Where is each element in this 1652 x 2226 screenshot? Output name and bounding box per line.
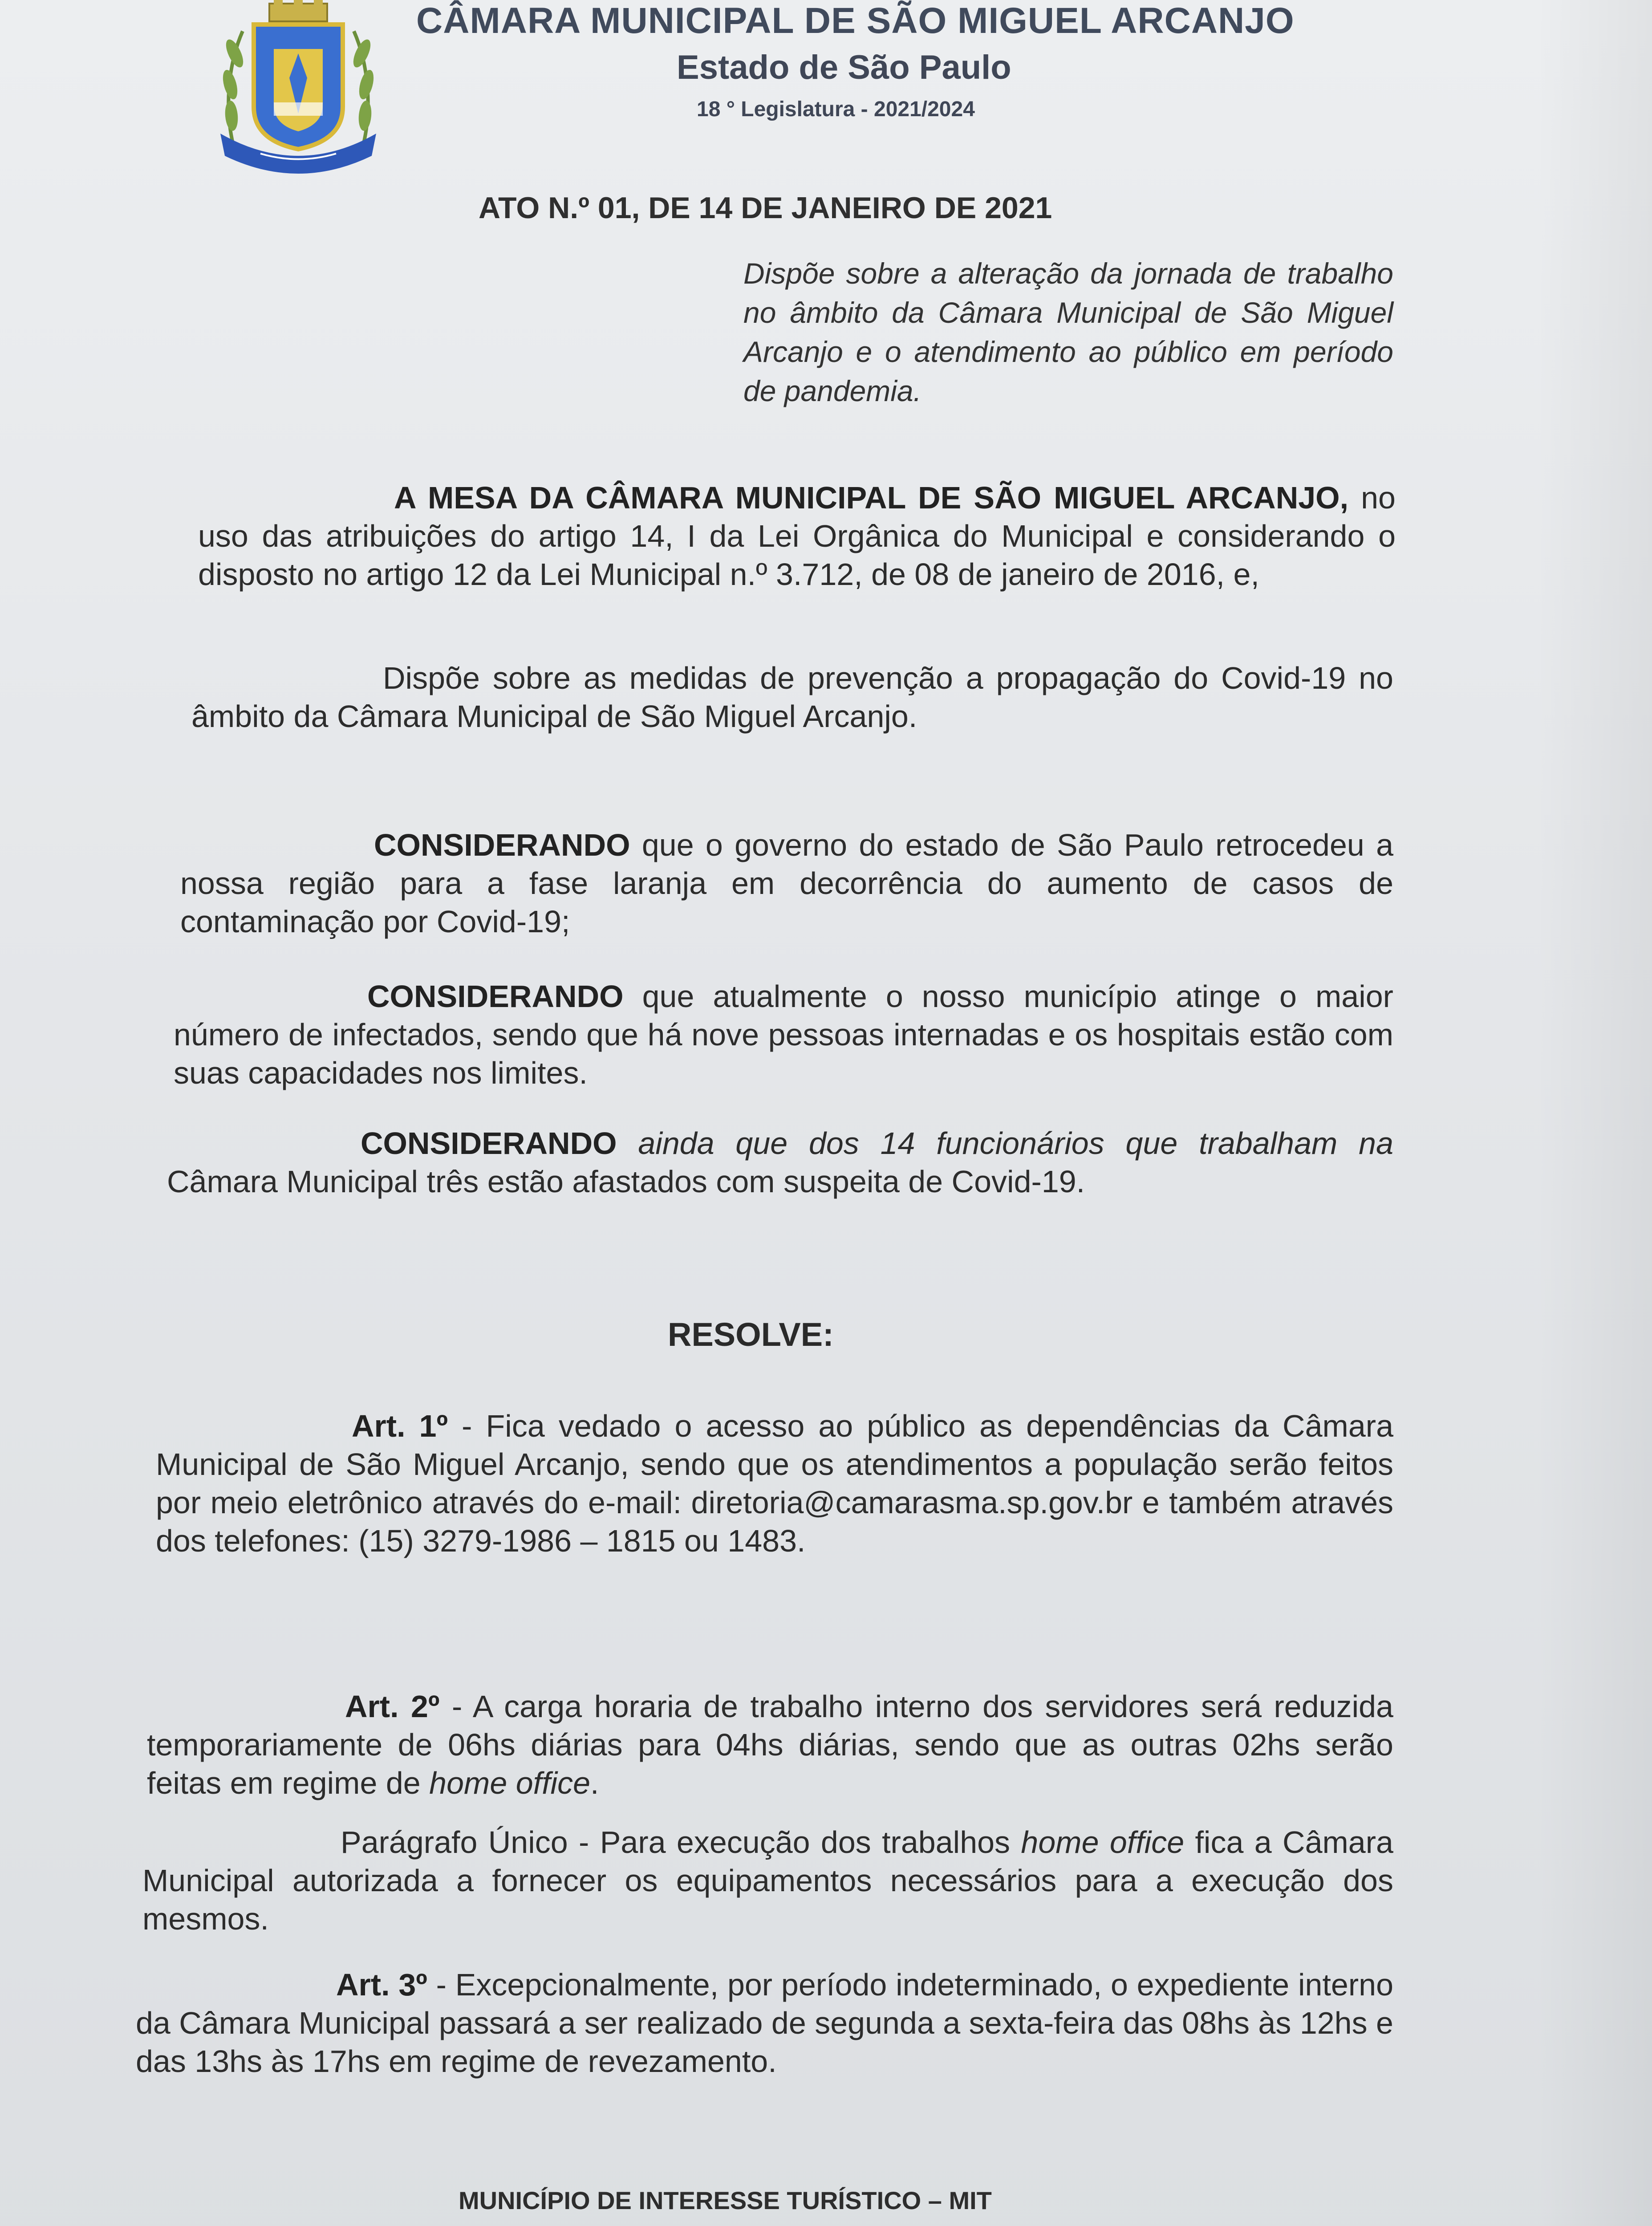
header-state: Estado de São Paulo xyxy=(677,49,1011,86)
sole-paragraph-italic: home office xyxy=(1021,1825,1185,1860)
considerando-3 xyxy=(167,1124,1393,1201)
provides-paragraph xyxy=(191,659,1393,735)
considerando-3-lead: CONSIDERANDO xyxy=(361,1126,617,1161)
article-3-text: - Excepcionalmente, por período indeterminado, o expediente interno da Câmara Municipal passará a ser realizado de segunda a sexta-feira das 08hs às 12hs e das 13hs às 17hs em regime de revezamento. xyxy=(136,1967,1393,2079)
considerando-2 xyxy=(174,977,1393,1092)
sole-paragraph-end: fica a Câmara Municipal autorizada a fornecer os equipamentos necessários para a execução dos mesmos. xyxy=(142,1825,1393,1936)
considerando-2-text: que atualmente o nosso município atinge o maior número de infectados, sendo que há nove pessoas internadas e os hospitais estão com suas capacidades nos limites. xyxy=(174,979,1393,1090)
article-2-lead: Art. 2º xyxy=(345,1689,440,1724)
article-2-italic: home office xyxy=(429,1766,591,1800)
considerando-1-lead: CONSIDERANDO xyxy=(374,828,630,862)
article-2 xyxy=(147,1687,1393,1802)
act-ementa: Dispõe sobre a alteração da jornada de trabalho no âmbito da Câmara Municipal de São Miguel Arcanjo e o atendimento ao público em período de pandemia. xyxy=(743,257,1393,407)
sole-paragraph xyxy=(142,1823,1393,1938)
act-title: ATO N.º 01, DE 14 DE JANEIRO DE 2021 xyxy=(479,191,1052,225)
preamble xyxy=(198,479,1396,593)
sole-paragraph-text: Parágrafo Único - Para execução dos trabalhos xyxy=(341,1825,1021,1860)
article-3-lead: Art. 3º xyxy=(336,1967,427,2002)
footer-text: MUNICÍPIO DE INTERESSE TURÍSTICO – MIT xyxy=(459,2186,992,2214)
article-1-lead: Art. 1º xyxy=(352,1409,448,1443)
article-3 xyxy=(136,1966,1393,2080)
preamble-lead: A MESA DA CÂMARA MUNICIPAL DE SÃO MIGUEL ARCANJO, xyxy=(394,480,1349,515)
article-2-text: - A carga horaria de trabalho interno dos servidores será reduzida temporariamente de 06hs diárias para 04hs diárias, sendo que as outras 02hs serão feitas em regime de xyxy=(147,1689,1393,1800)
header-legislature: 18 ° Legislatura - 2021/2024 xyxy=(697,97,975,121)
article-1-text: - Fica vedado o acesso ao público as dependências da Câmara Municipal de São Miguel Arcanjo, sendo que os atendimentos a população serão feitos por meio eletrônico através do e-mail: diretoria@camarasma.sp.gov.br e também através dos telefones: (15) 3279-1986 – 1815 ou 1483. xyxy=(156,1409,1393,1558)
considerando-2-lead: CONSIDERANDO xyxy=(367,979,624,1014)
resolve-heading: RESOLVE: xyxy=(668,1316,834,1353)
article-1 xyxy=(156,1407,1393,1560)
preamble-text: no uso das atribuições do artigo 14, I da Lei Orgânica do Municipal e considerando o disposto no artigo 12 da Lei Municipal n.º 3.712, de 08 de janeiro de 2016, e, xyxy=(198,480,1396,592)
header-title: CÂMARA MUNICIPAL DE SÃO MIGUEL ARCANJO xyxy=(416,0,1295,41)
considerando-1 xyxy=(180,826,1393,941)
considerando-3-italic: ainda que dos 14 funcionários que trabalham na xyxy=(617,1126,1393,1161)
article-2-end: . xyxy=(590,1766,599,1800)
considerando-1-text: que o governo do estado de São Paulo retrocedeu a nossa região para a fase laranja em decorrência do aumento de casos de contaminação por Covid-19; xyxy=(180,828,1393,939)
considerando-3-text: Câmara Municipal três estão afastados com suspeita de Covid-19. xyxy=(167,1164,1085,1199)
provides-text: Dispõe sobre as medidas de prevenção a propagação do Covid-19 no âmbito da Câmara Municipal de São Miguel Arcanjo. xyxy=(191,661,1393,734)
city-crest-icon xyxy=(207,0,390,174)
